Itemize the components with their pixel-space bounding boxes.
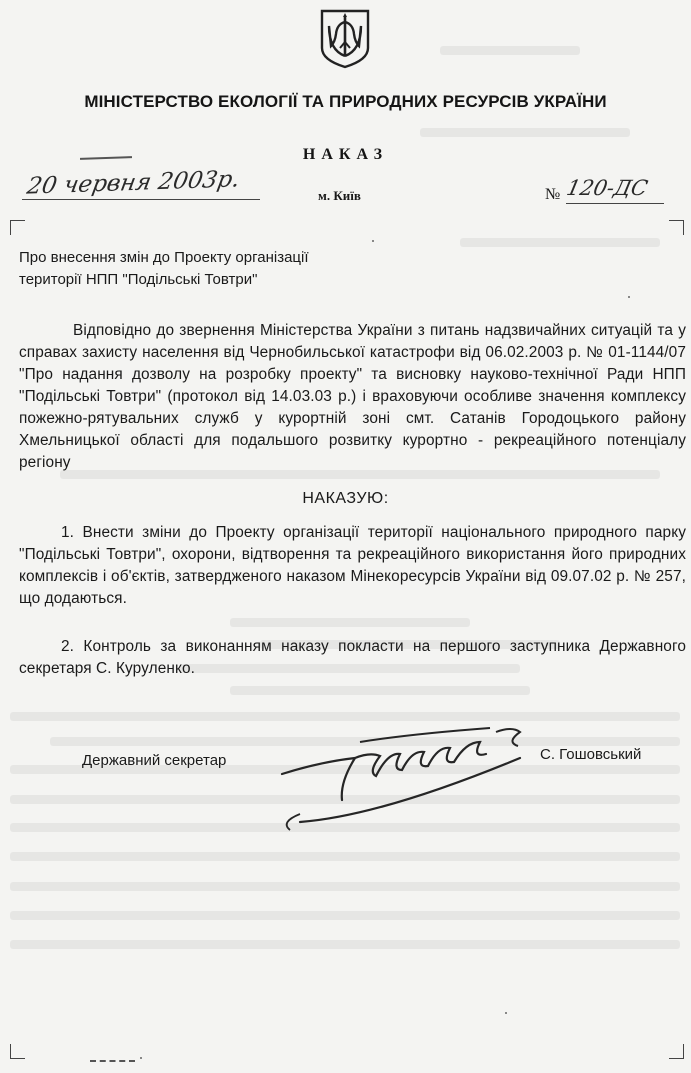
subject-line: Про внесення змін до Проекту організації — [19, 249, 309, 266]
corner-mark-top-right — [669, 220, 684, 235]
number-label: № — [545, 186, 561, 203]
order-item-2: 2. Контроль за виконанням наказу покласти на першого заступника Державного секретаря С. Куруленко. — [19, 638, 686, 677]
handwritten-signature — [260, 712, 550, 832]
intro-paragraph: Відповідно до звернення Міністерства України з питань надзвичайних ситуацій та у справах захисту населення від Чернобильської катастрофи від 06.02.2003 р. № 01-1144/07 "Про надання дозволу на розробку проекту" та висновку науково-технічної Ради НПП "Подільські Товтри" (протокол від 14.03.03 р.) і враховуючи особливе значення комплексу пожежно-рятувальних служб у курортній зоні смт. Сатанів Городоцького району Хмельницької області для подальшого розвитку курортно - рекреаційного потенціалу регіону — [19, 322, 686, 471]
signatory-name: С. Гошовський — [540, 746, 642, 763]
city-label: м. Київ — [318, 188, 361, 203]
coat-of-arms-icon — [319, 8, 371, 70]
handwritten-number: 120-ДС — [564, 176, 650, 200]
document-type: НАКАЗ — [302, 146, 389, 163]
ministry-name: МІНІСТЕРСТВО ЕКОЛОГІЇ ТА ПРИРОДНИХ РЕСУРСІВ УКРАЇНИ — [84, 92, 607, 111]
number-underline — [566, 203, 664, 204]
order-item-1: 1. Внести зміни до Проекту організації території національного природного парку "Подільські Товтри", охорони, відтворення та рекреаційного використання його природних комплексів і об'єктів, затвердженого наказом Мінекоресурсів України від 09.07.02 р. № 257, що додаються. — [19, 524, 686, 607]
document-subject — [19, 247, 399, 291]
order-heading: НАКАЗУЮ: — [302, 490, 389, 507]
date-underline — [22, 199, 260, 200]
handwritten-date: 20 червня 2003р. — [24, 166, 242, 200]
corner-mark-top-left — [10, 220, 25, 235]
subject-line: території НПП "Подільські Товтри" — [19, 271, 258, 288]
handwritten-mark — [90, 1060, 135, 1062]
corner-mark-bottom-right — [669, 1044, 684, 1059]
signatory-title: Державний секретар — [82, 752, 227, 769]
corner-mark-bottom-left — [10, 1044, 25, 1059]
